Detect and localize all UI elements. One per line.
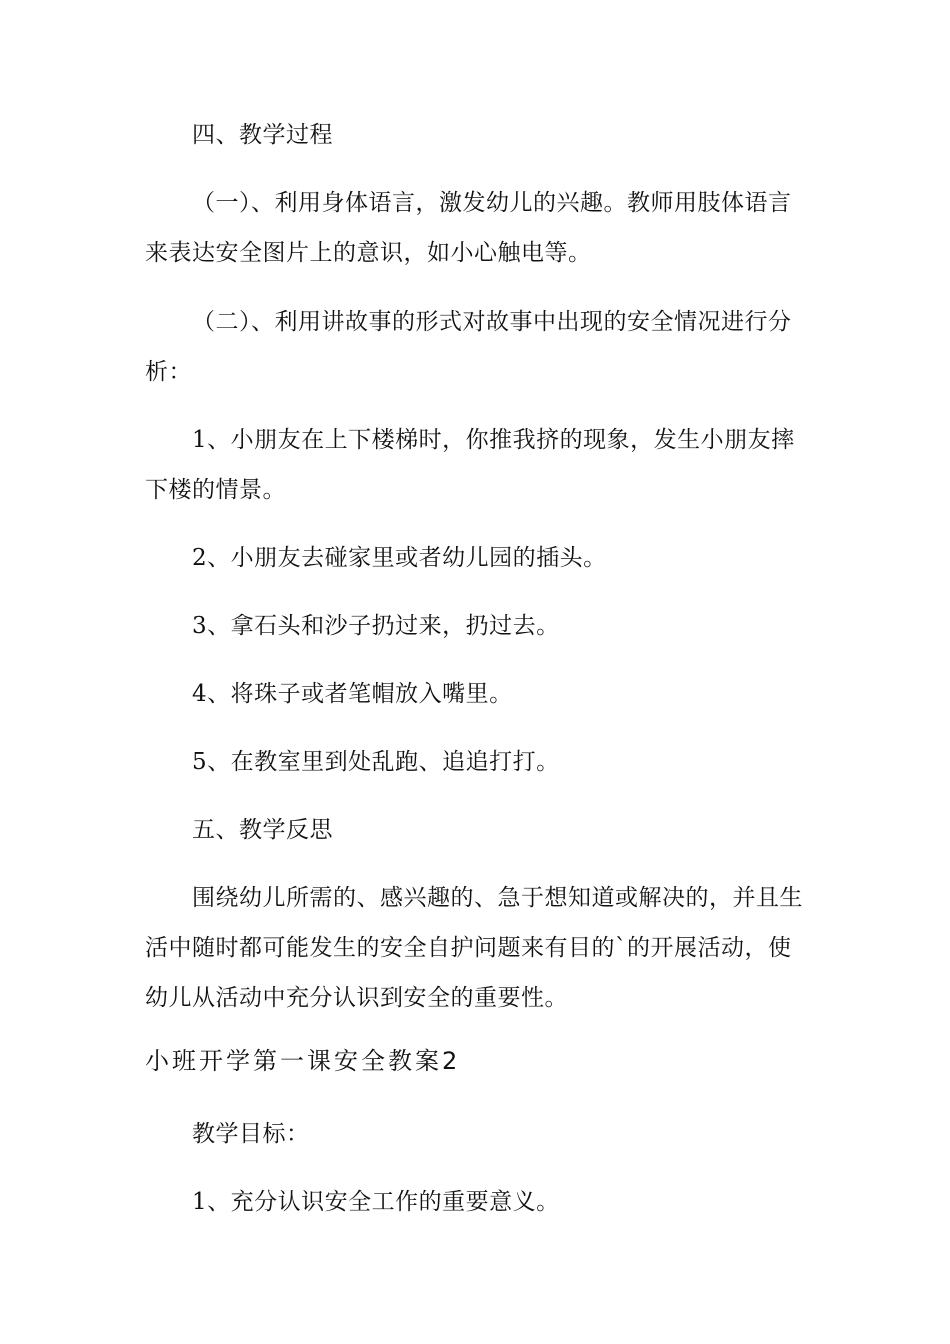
section-heading-objectives: 教学目标： bbox=[192, 1121, 310, 1147]
paragraph-line: （二）、利用讲故事的形式对故事中出现的安全情况进行分 bbox=[192, 309, 792, 335]
list-item: 3、拿石头和沙子扔过来，扔过去。 bbox=[192, 613, 560, 639]
document-title: 小班开学第一课安全教案2 bbox=[145, 1047, 461, 1075]
list-item: 1、小朋友在上下楼梯时，你推我挤的现象，发生小朋友摔 bbox=[192, 427, 795, 453]
list-item: 5、在教室里到处乱跑、追追打打。 bbox=[192, 749, 560, 775]
paragraph-line: （一）、利用身体语言，激发幼儿的兴趣。教师用肢体语言 bbox=[192, 190, 792, 216]
paragraph-line: 幼儿从活动中充分认识到安全的重要性。 bbox=[145, 985, 568, 1011]
paragraph-line: 活中随时都可能发生的安全自护问题来有目的`的开展活动，使 bbox=[145, 935, 792, 961]
section-heading-teaching-reflection: 五、教学反思 bbox=[192, 817, 333, 843]
list-item-continuation: 下楼的情景。 bbox=[145, 477, 286, 503]
paragraph-line: 来表达安全图片上的意识，如小心触电等。 bbox=[145, 240, 592, 266]
paragraph-line: 析： bbox=[145, 359, 192, 385]
list-item: 2、小朋友去碰家里或者幼儿园的插头。 bbox=[192, 545, 607, 571]
list-item: 1、充分认识安全工作的重要意义。 bbox=[192, 1189, 560, 1215]
section-heading-teaching-process: 四、教学过程 bbox=[192, 122, 333, 148]
paragraph-line: 围绕幼儿所需的、感兴趣的、急于想知道或解决的，并且生 bbox=[192, 885, 803, 911]
list-item: 4、将珠子或者笔帽放入嘴里。 bbox=[192, 681, 513, 707]
